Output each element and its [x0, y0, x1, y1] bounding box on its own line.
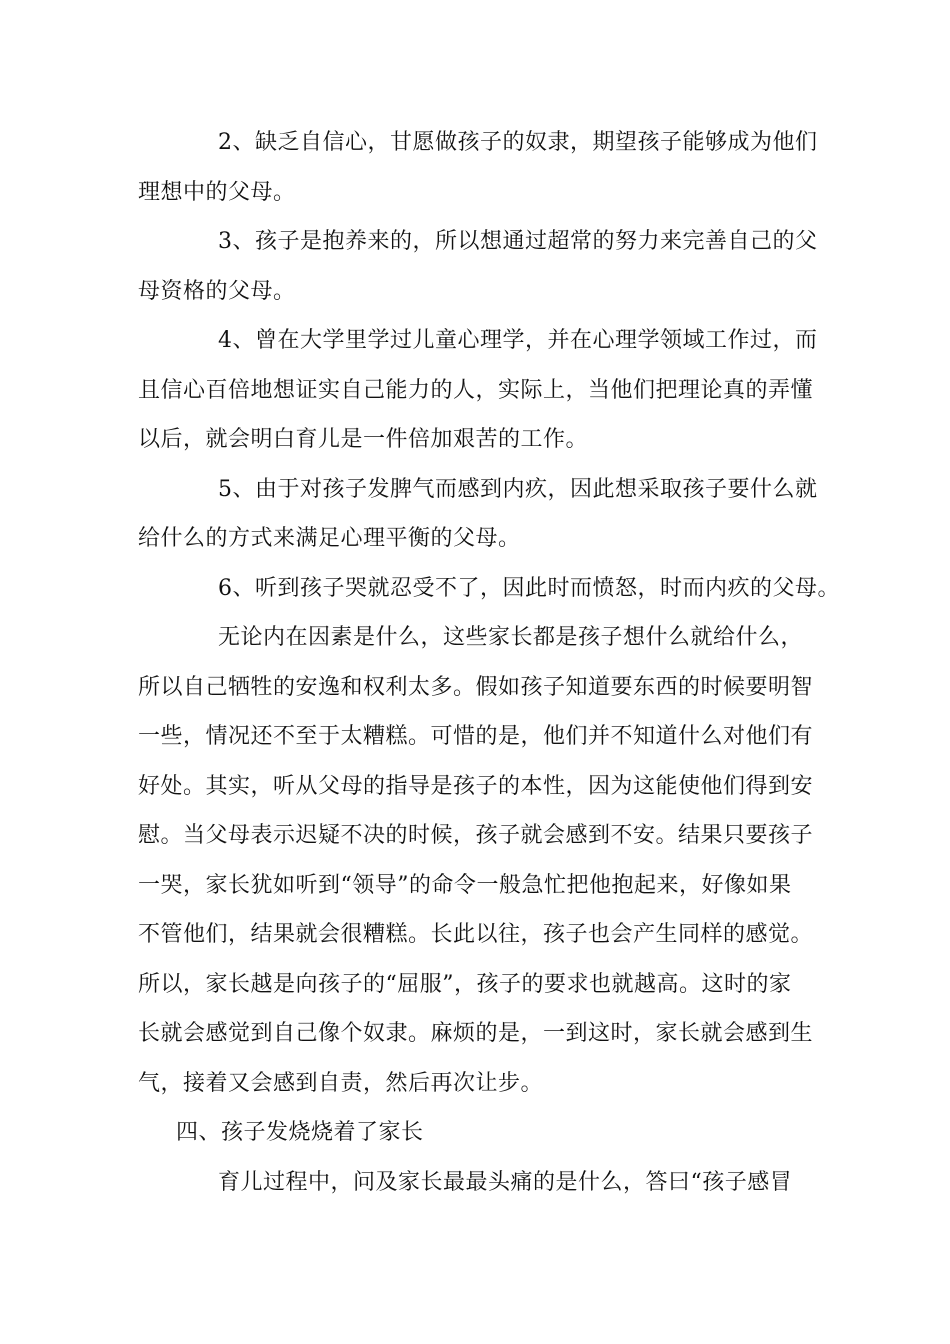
list-item-2	[138, 118, 828, 217]
text-line: 4、曾在大学里学过儿童心理学，并在心理学领域工作过，而	[218, 328, 818, 353]
text-line: 无论内在因素是什么，这些家长都是孩子想什么就给什么，	[218, 625, 804, 650]
section-heading	[138, 1108, 828, 1158]
list-item-6	[138, 564, 840, 614]
text-line: 以后，就会明白育儿是一件倍加艰苦的工作。	[138, 427, 589, 452]
text-line: 5、由于对孩子发脾气而感到内疚，因此想采取孩子要什么就	[218, 476, 818, 502]
text-line: 慰。当父母表示迟疑不决的时候，孩子就会感到不安。结果只要孩子	[138, 823, 814, 848]
text-line: 气，接着又会感到自责，然后再次让步。	[138, 1070, 544, 1096]
text-line: 长就会感觉到自己像个奴隶。麻烦的是，一到这时，家长就会感到生	[138, 1021, 814, 1046]
text-line: 给什么的方式来满足心理平衡的父母。	[138, 526, 521, 551]
text-line: 6、听到孩子哭就忍受不了，因此时而愤怒，时而内疚的父母。	[218, 575, 840, 601]
text-line: 一些，情况还不至于太糟糕。可惜的是，他们并不知道什么对他们有	[138, 724, 814, 749]
document-body	[138, 118, 840, 1207]
list-item-4	[138, 316, 828, 465]
text-line: 所以自己牺牲的安逸和权利太多。假如孩子知道要东西的时候要明智	[138, 674, 814, 700]
text-line: 不管他们，结果就会很糟糕。长此以往，孩子也会产生同样的感觉。	[138, 922, 814, 947]
body-paragraph	[138, 1158, 828, 1208]
text-line: 所以，家长越是向孩子的“屈服”，孩子的要求也就越高。这时的家	[138, 971, 792, 997]
text-line: 好处。其实，听从父母的指导是孩子的本性，因为这能使他们得到安	[138, 773, 814, 799]
heading-text: 四、孩子发烧烧着了家长	[176, 1120, 424, 1145]
list-item-5	[138, 465, 828, 564]
text-line: 理想中的父母。	[138, 179, 296, 205]
text-line: 且信心百倍地想证实自己能力的人，实际上，当他们把理论真的弄懂	[138, 377, 814, 403]
text-line: 3、孩子是抱养来的，所以想通过超常的努力来完善自己的父	[218, 229, 818, 254]
list-item-3	[138, 217, 828, 316]
text-line: 一哭，家长犹如听到“领导”的命令一般急忙把他抱起来，好像如果	[138, 872, 792, 898]
text-line: 育儿过程中，问及家长最最头痛的是什么，答曰“孩子感冒	[218, 1169, 793, 1195]
text-line: 母资格的父母。	[138, 278, 296, 304]
text-line: 2、缺乏自信心，甘愿做孩子的奴隶，期望孩子能够成为他们	[218, 130, 818, 155]
body-paragraph	[138, 613, 828, 1108]
